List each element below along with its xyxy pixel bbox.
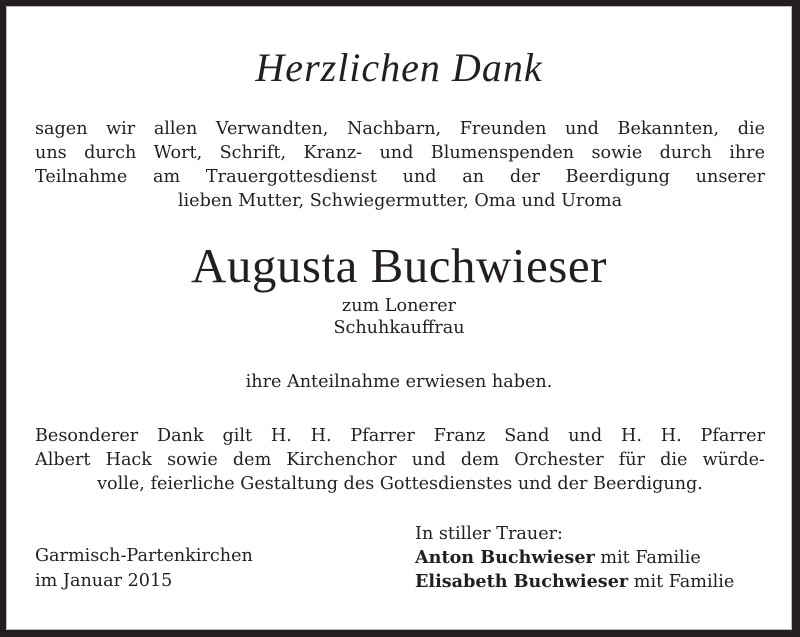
intro-paragraph (35, 117, 765, 213)
intro-line: sagen wir allen Verwandten, Nachbarn, Freunden und Bekannten, die (35, 119, 765, 139)
intro-line: lieben Mutter, Schwiegermutter, Oma und Uroma (177, 191, 623, 211)
mourner-suffix: mit Familie (628, 572, 735, 592)
mourner-line (415, 546, 734, 570)
closing-sentence: ihre Anteilnahme erwiesen haben. (245, 372, 553, 392)
mourner-name: Elisabeth Buchwieser (415, 571, 629, 592)
occupation: Schuhkauffrau (333, 318, 465, 338)
intro-line: uns durch Wort, Schrift, Kranz- und Blumenspenden sowie durch ihre (35, 143, 765, 163)
intro-line: Teilnahme am Trauergottesdienst und an der Beerdigung unserer (35, 167, 765, 187)
mourner-name: Anton Buchwieser (415, 547, 595, 568)
mourner-line (415, 570, 734, 594)
date: im Januar 2015 (35, 571, 173, 591)
mourners-block (415, 522, 734, 594)
place-date-block (35, 544, 253, 594)
thanks-line: Besonderer Dank gilt H. H. Pfarrer Franz Sand und H. H. Pfarrer (35, 426, 765, 446)
house-name: zum Lonerer (341, 296, 457, 316)
thanks-line: Albert Hack sowie dem Kirchenchor und dem Orchester für die würde- (35, 450, 765, 470)
obituary-notice (6, 6, 792, 630)
mourning-label: In stiller Trauer: (415, 524, 563, 544)
mourner-suffix: mit Familie (594, 548, 701, 568)
deceased-name: Augusta Buchwieser (191, 238, 607, 293)
heading-herzlichen-dank: Herzlichen Dank (255, 45, 543, 90)
special-thanks-paragraph (35, 424, 765, 496)
thanks-line: volle, feierliche Gestaltung des Gottesdienstes und der Beerdigung. (97, 474, 703, 494)
place: Garmisch-Partenkirchen (35, 546, 253, 566)
